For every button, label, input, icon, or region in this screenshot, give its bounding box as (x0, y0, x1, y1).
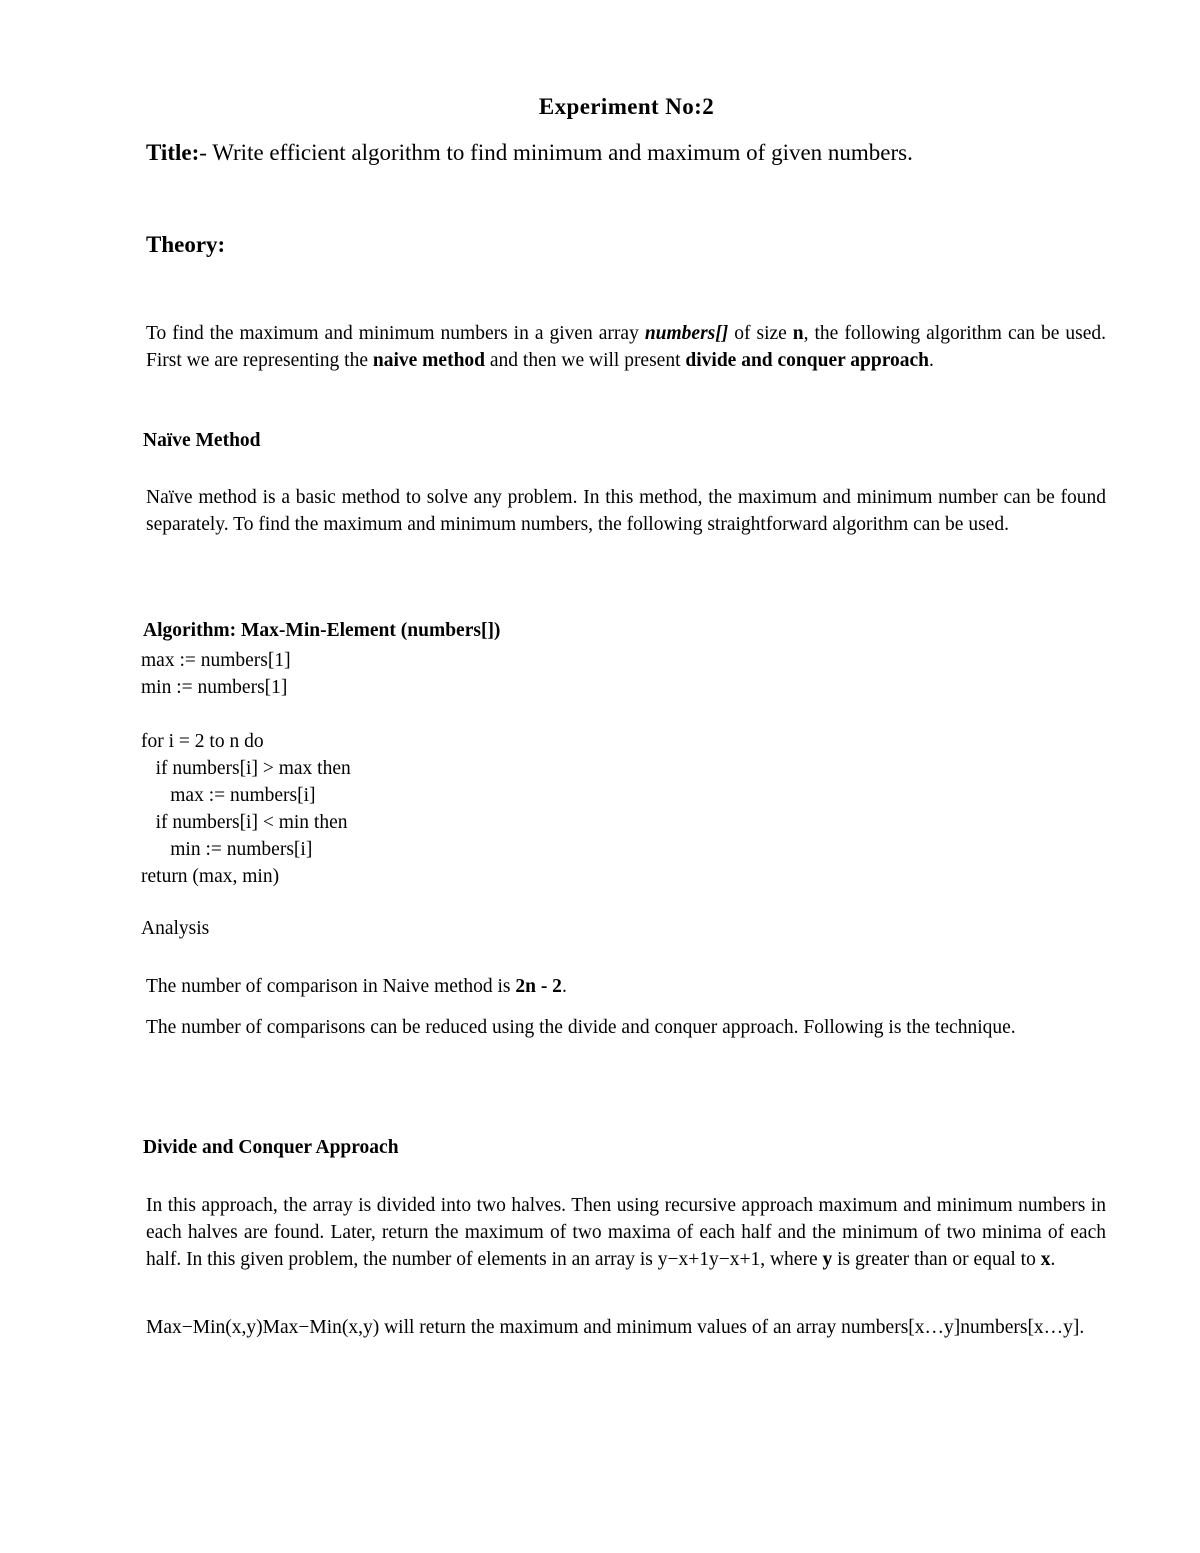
intro-text: , the following algorithm can be used. First we are representing the (146, 323, 1107, 371)
code-line: if numbers[i] > max then (141, 758, 351, 779)
code-line (141, 701, 351, 728)
divide-conquer-term: divide and conquer approach (685, 350, 930, 371)
code-line: return (max, min) (141, 866, 280, 887)
array-name: numbers[] (644, 323, 729, 344)
naive-method-heading: Naïve Method (143, 430, 261, 451)
algorithm-heading: Algorithm: Max-Min-Element (numbers[]) (143, 620, 501, 641)
comparison-formula: 2n - 2 (515, 976, 562, 997)
title-label: Title: (146, 140, 200, 165)
analysis-text: The number of comparison in Naive method is (146, 976, 516, 997)
code-line: max := numbers[i] (141, 785, 316, 806)
intro-text: To find the maximum and minimum numbers in a given array (146, 323, 645, 344)
analysis-heading: Analysis (141, 918, 210, 939)
experiment-number-heading: Experiment No:2 (538, 94, 715, 119)
code-line: min := numbers[i] (141, 839, 313, 860)
code-line: max := numbers[1] (141, 650, 291, 671)
divide-text: In this approach, the array is divided into two halves. Then using recursive approach maximum and minimum numbers in each halves are found. Later, return the maximum of two maxima of each half and the minimum of two minima of each half. In this given problem, the number of elements in an array is y−x+1y−x+1, where (146, 1195, 1106, 1270)
divide-text: . (1050, 1249, 1056, 1270)
intro-text: of size (728, 323, 793, 344)
theory-heading: Theory: (146, 232, 226, 257)
variable-y: y (822, 1249, 833, 1270)
code-line: min := numbers[1] (141, 677, 288, 698)
divide-conquer-heading: Divide and Conquer Approach (143, 1137, 399, 1158)
code-line: if numbers[i] < min then (141, 812, 348, 833)
intro-paragraph (146, 320, 1106, 374)
variable-x: x (1040, 1249, 1051, 1270)
naive-method-paragraph: Naïve method is a basic method to solve any problem. In this method, the maximum and minimum number can be found separately. To find the maximum and minimum numbers, the following straightforward algorithm can be used. (146, 487, 1106, 535)
intro-text: and then we will present (485, 350, 686, 371)
algorithm-pseudocode (141, 647, 351, 890)
analysis-text: . (561, 976, 567, 997)
size-variable: n (792, 323, 804, 344)
max-min-paragraph: Max−Min(x,y)Max−Min(x,y) will return the maximum and minimum values of an array numbers[x…y]numbers[x…y]. (146, 1317, 1085, 1338)
divide-conquer-paragraph (146, 1192, 1106, 1273)
code-line: for i = 2 to n do (141, 731, 264, 752)
analysis-comparison-count (146, 973, 1106, 1000)
experiment-title (146, 140, 913, 166)
analysis-paragraph: The number of comparisons can be reduced using the divide and conquer approach. Following is the technique. (146, 1017, 1016, 1038)
naive-method-term: naive method (372, 350, 486, 371)
title-text: - Write efficient algorithm to find minimum and maximum of given numbers. (199, 140, 913, 165)
divide-text: is greater than or equal to (832, 1249, 1041, 1270)
intro-text: . (929, 350, 934, 371)
